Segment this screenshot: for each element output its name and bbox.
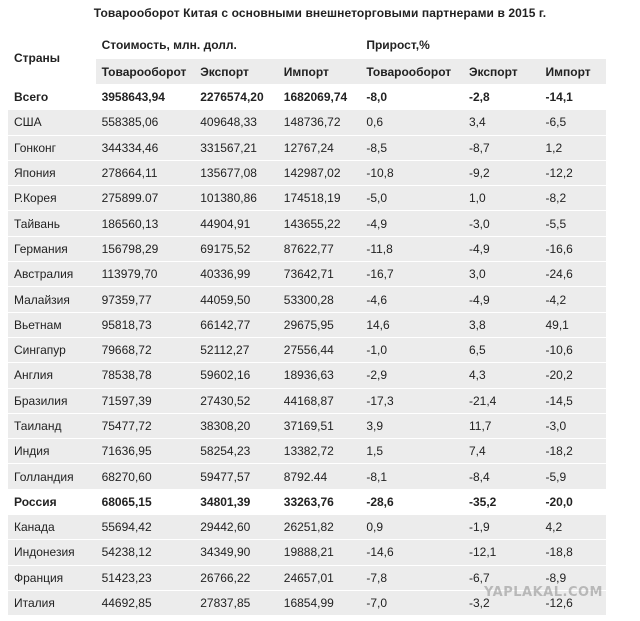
value-cell: -8,7 bbox=[463, 136, 540, 160]
table-row bbox=[8, 338, 606, 362]
value-cell: -10,6 bbox=[540, 338, 607, 362]
value-cell: -14,5 bbox=[540, 389, 607, 413]
value-cell: -21,4 bbox=[463, 389, 540, 413]
table-row bbox=[8, 363, 606, 387]
table-row bbox=[8, 237, 606, 261]
table-row bbox=[8, 439, 606, 463]
table-row bbox=[8, 262, 606, 286]
value-cell: -28,6 bbox=[360, 490, 463, 514]
value-cell: -12,1 bbox=[463, 540, 540, 564]
value-cell: 1,0 bbox=[463, 186, 540, 210]
value-cell: 3,4 bbox=[463, 110, 540, 134]
table-title: Товарооборот Китая с основными внешнеторговыми партнерами в 2015 г. bbox=[93, 6, 547, 20]
value-cell: 8792.44 bbox=[278, 464, 361, 488]
value-cell: -4,6 bbox=[360, 287, 463, 311]
country-cell: Тайвань bbox=[8, 211, 96, 235]
value-cell: -8,4 bbox=[463, 464, 540, 488]
value-cell: -3,2 bbox=[463, 591, 540, 615]
value-cell: 34801,39 bbox=[194, 490, 278, 514]
value-cell: -18,2 bbox=[540, 439, 607, 463]
value-cell: 29675,95 bbox=[278, 313, 361, 337]
value-cell: -5,9 bbox=[540, 464, 607, 488]
value-cell: 69175,52 bbox=[194, 237, 278, 261]
table-row bbox=[8, 136, 606, 160]
country-cell: Индия bbox=[8, 439, 96, 463]
value-cell: 11,7 bbox=[463, 414, 540, 438]
value-cell: 3,0 bbox=[463, 262, 540, 286]
trade-table bbox=[8, 31, 606, 616]
country-cell: США bbox=[8, 110, 96, 134]
header-row-columns bbox=[8, 59, 606, 84]
value-cell: -20,2 bbox=[540, 363, 607, 387]
value-cell: 78538,78 bbox=[96, 363, 195, 387]
table-row bbox=[8, 540, 606, 564]
value-cell: 331567,21 bbox=[194, 136, 278, 160]
value-cell: 44904,91 bbox=[194, 211, 278, 235]
country-cell: Канада bbox=[8, 515, 96, 539]
value-cell: -3,0 bbox=[540, 414, 607, 438]
value-cell: -14,6 bbox=[360, 540, 463, 564]
country-cell: Англия bbox=[8, 363, 96, 387]
value-cell: 3,8 bbox=[463, 313, 540, 337]
value-cell: 71597,39 bbox=[96, 389, 195, 413]
value-cell: -6,7 bbox=[463, 566, 540, 590]
value-cell: 12767,24 bbox=[278, 136, 361, 160]
country-cell: Австралия bbox=[8, 262, 96, 286]
value-cell: 59477,57 bbox=[194, 464, 278, 488]
value-cell: -6,5 bbox=[540, 110, 607, 134]
value-cell: -9,2 bbox=[463, 161, 540, 185]
value-cell: 14,6 bbox=[360, 313, 463, 337]
value-cell: -4,2 bbox=[540, 287, 607, 311]
table-row bbox=[8, 490, 606, 514]
value-cell: -16,7 bbox=[360, 262, 463, 286]
growth-group-header: Прирост,% bbox=[366, 38, 430, 52]
header-row-groups bbox=[8, 32, 606, 58]
table-row bbox=[8, 287, 606, 311]
value-cell: -7,0 bbox=[360, 591, 463, 615]
value-cell: -4,9 bbox=[463, 237, 540, 261]
value-cell: 55694,42 bbox=[96, 515, 195, 539]
country-cell: Россия bbox=[8, 490, 96, 514]
value-cell: 275899.07 bbox=[96, 186, 195, 210]
country-cell: Голландия bbox=[8, 464, 96, 488]
value-cell: 79668,72 bbox=[96, 338, 195, 362]
value-cell: 0,6 bbox=[360, 110, 463, 134]
table-row bbox=[8, 313, 606, 337]
value-cell: 4,2 bbox=[540, 515, 607, 539]
table-row bbox=[8, 389, 606, 413]
value-cell: -2,9 bbox=[360, 363, 463, 387]
column-header: Экспорт bbox=[463, 59, 540, 84]
value-cell: -8,2 bbox=[540, 186, 607, 210]
value-cell: 49,1 bbox=[540, 313, 607, 337]
value-cell: 75477,72 bbox=[96, 414, 195, 438]
value-cell: -7,8 bbox=[360, 566, 463, 590]
column-header: Товарооборот bbox=[360, 59, 463, 84]
value-cell: -12,6 bbox=[540, 591, 607, 615]
country-cell: Таиланд bbox=[8, 414, 96, 438]
value-cell: 558385,06 bbox=[96, 110, 195, 134]
value-cell: -1,0 bbox=[360, 338, 463, 362]
value-cell: 0,9 bbox=[360, 515, 463, 539]
country-cell: Италия bbox=[8, 591, 96, 615]
value-cell: 68065,15 bbox=[96, 490, 195, 514]
value-cell: 44168,87 bbox=[278, 389, 361, 413]
value-cell: 33263,76 bbox=[278, 490, 361, 514]
value-cell: 58254,23 bbox=[194, 439, 278, 463]
value-cell: -11,8 bbox=[360, 237, 463, 261]
country-cell: Вьетнам bbox=[8, 313, 96, 337]
value-cell: -18,8 bbox=[540, 540, 607, 564]
value-cell: -2,8 bbox=[463, 85, 540, 109]
country-cell: Малайзия bbox=[8, 287, 96, 311]
value-cell: 1682069,74 bbox=[278, 85, 361, 109]
value-cell: 3958643,94 bbox=[96, 85, 195, 109]
value-cell: -17,3 bbox=[360, 389, 463, 413]
table-row bbox=[8, 85, 606, 109]
value-cell: -14,1 bbox=[540, 85, 607, 109]
value-cell: -10,8 bbox=[360, 161, 463, 185]
value-cell: -24,6 bbox=[540, 262, 607, 286]
value-group-header: Стоимость, млн. долл. bbox=[101, 38, 237, 52]
column-header: Импорт bbox=[540, 59, 607, 84]
value-cell: 26251,82 bbox=[278, 515, 361, 539]
column-header: Товарооборот bbox=[96, 59, 195, 84]
value-cell: -4,9 bbox=[360, 211, 463, 235]
value-cell: 143655,22 bbox=[278, 211, 361, 235]
column-header: Импорт bbox=[278, 59, 361, 84]
country-cell: Всего bbox=[8, 85, 96, 109]
countries-header: Страны bbox=[14, 51, 61, 65]
value-cell: 44059,50 bbox=[194, 287, 278, 311]
table-row bbox=[8, 211, 606, 235]
value-cell: 18936,63 bbox=[278, 363, 361, 387]
value-cell: -5,0 bbox=[360, 186, 463, 210]
value-cell: 6,5 bbox=[463, 338, 540, 362]
column-header: Экспорт bbox=[194, 59, 278, 84]
value-cell: -8,5 bbox=[360, 136, 463, 160]
value-cell: 7,4 bbox=[463, 439, 540, 463]
value-cell: 87622,77 bbox=[278, 237, 361, 261]
value-cell: -5,5 bbox=[540, 211, 607, 235]
value-cell: 24657,01 bbox=[278, 566, 361, 590]
value-cell: 13382,72 bbox=[278, 439, 361, 463]
value-cell: 409648,33 bbox=[194, 110, 278, 134]
value-cell: 4,3 bbox=[463, 363, 540, 387]
value-cell: 38308,20 bbox=[194, 414, 278, 438]
value-cell: -16,6 bbox=[540, 237, 607, 261]
value-cell: 97359,77 bbox=[96, 287, 195, 311]
value-cell: 101380,86 bbox=[194, 186, 278, 210]
value-cell: 27430,52 bbox=[194, 389, 278, 413]
table-row bbox=[8, 515, 606, 539]
value-cell: 174518,19 bbox=[278, 186, 361, 210]
value-cell: 16854,99 bbox=[278, 591, 361, 615]
table-row bbox=[8, 464, 606, 488]
value-cell: 34349,90 bbox=[194, 540, 278, 564]
value-cell: 95818,73 bbox=[96, 313, 195, 337]
value-cell: 156798,29 bbox=[96, 237, 195, 261]
value-cell: 2276574,20 bbox=[194, 85, 278, 109]
value-cell: 66142,77 bbox=[194, 313, 278, 337]
country-cell: Германия bbox=[8, 237, 96, 261]
value-cell: 54238,12 bbox=[96, 540, 195, 564]
value-cell: 344334,46 bbox=[96, 136, 195, 160]
value-cell: -8,1 bbox=[360, 464, 463, 488]
value-cell: -3,0 bbox=[463, 211, 540, 235]
value-cell: 71636,95 bbox=[96, 439, 195, 463]
value-cell: 148736,72 bbox=[278, 110, 361, 134]
value-cell: 52112,27 bbox=[194, 338, 278, 362]
value-cell: 1,5 bbox=[360, 439, 463, 463]
country-cell: Р.Корея bbox=[8, 186, 96, 210]
value-cell: 278664,11 bbox=[96, 161, 195, 185]
value-cell: 186560,13 bbox=[96, 211, 195, 235]
value-cell: 37169,51 bbox=[278, 414, 361, 438]
value-cell: 44692,85 bbox=[96, 591, 195, 615]
value-cell: 3,9 bbox=[360, 414, 463, 438]
country-cell: Япония bbox=[8, 161, 96, 185]
value-cell: 1,2 bbox=[540, 136, 607, 160]
value-cell: -8,9 bbox=[540, 566, 607, 590]
value-cell: -12,2 bbox=[540, 161, 607, 185]
country-cell: Франция bbox=[8, 566, 96, 590]
value-cell: 40336,99 bbox=[194, 262, 278, 286]
value-cell: 26766,22 bbox=[194, 566, 278, 590]
watermark: YAPLAKAL.COM bbox=[484, 585, 603, 600]
value-cell: 113979,70 bbox=[96, 262, 195, 286]
country-cell: Индонезия bbox=[8, 540, 96, 564]
value-cell: 27556,44 bbox=[278, 338, 361, 362]
value-cell: -8,0 bbox=[360, 85, 463, 109]
value-cell: 53300,28 bbox=[278, 287, 361, 311]
value-cell: 73642,71 bbox=[278, 262, 361, 286]
value-cell: 68270,60 bbox=[96, 464, 195, 488]
value-cell: 51423,23 bbox=[96, 566, 195, 590]
value-cell: 27837,85 bbox=[194, 591, 278, 615]
value-cell: 142987,02 bbox=[278, 161, 361, 185]
value-cell: -35,2 bbox=[463, 490, 540, 514]
table-row bbox=[8, 110, 606, 134]
value-cell: 29442,60 bbox=[194, 515, 278, 539]
value-cell: -4,9 bbox=[463, 287, 540, 311]
value-cell: 135677,08 bbox=[194, 161, 278, 185]
value-cell: -1,9 bbox=[463, 515, 540, 539]
table-row bbox=[8, 161, 606, 185]
table-row bbox=[8, 414, 606, 438]
value-cell: 19888,21 bbox=[278, 540, 361, 564]
table-row bbox=[8, 186, 606, 210]
country-cell: Сингапур bbox=[8, 338, 96, 362]
value-cell: -20,0 bbox=[540, 490, 607, 514]
country-cell: Гонконг bbox=[8, 136, 96, 160]
country-cell: Бразилия bbox=[8, 389, 96, 413]
value-cell: 59602,16 bbox=[194, 363, 278, 387]
